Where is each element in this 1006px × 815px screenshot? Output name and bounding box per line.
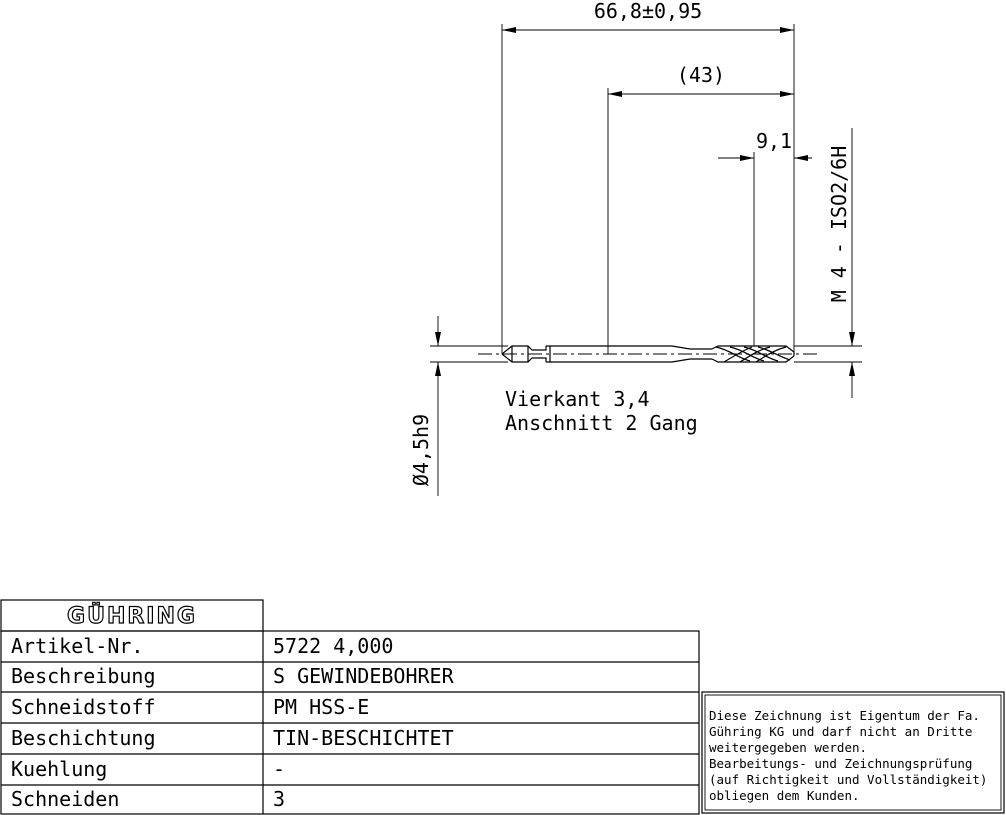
row-value-schneiden: 3 <box>273 787 286 811</box>
row-value-beschichtung: TIN-BESCHICHTET <box>273 726 454 750</box>
row-label-schneiden: Schneiden <box>11 787 120 811</box>
row-label-artikel: Artikel-Nr. <box>11 634 144 658</box>
shank-length-dimension <box>608 63 794 354</box>
shank-length-label: (43) <box>676 63 726 87</box>
row-label-kuehlung: Kuehlung <box>11 757 108 781</box>
guehring-logo: GÜHRING <box>67 604 197 629</box>
thread-spec-dimension <box>794 128 862 398</box>
shank-diameter-dimension <box>409 316 508 496</box>
row-label-beschreibung: Beschreibung <box>11 664 156 688</box>
overall-length-dimension <box>502 0 794 354</box>
thread-spec-label: M 4 - ISO2/6H <box>827 145 851 303</box>
row-label-schneidstoff: Schneidstoff <box>11 695 156 719</box>
legal-line-6: obliegen dem Kunden. <box>709 788 860 803</box>
tap-outline <box>478 346 820 362</box>
legal-line-3: weitergegeben werden. <box>709 740 868 755</box>
note-chamfer: Anschnitt 2 Gang <box>505 411 698 435</box>
note-square: Vierkant 3,4 <box>505 387 650 411</box>
row-value-kuehlung: - <box>273 757 286 781</box>
thread-length-label: 9,1 <box>755 129 793 153</box>
row-value-artikel: 5722 4,000 <box>273 634 394 658</box>
title-block <box>1 600 699 814</box>
row-value-schneidstoff: PM HSS-E <box>273 695 370 719</box>
legal-notice-box <box>702 692 1004 813</box>
legal-line-4: Bearbeitungs- und Zeichnungsprüfung <box>709 756 973 771</box>
shank-diameter-label: Ø4,5h9 <box>409 413 433 487</box>
overall-length-label: 66,8±0,95 <box>593 0 703 23</box>
legal-line-5: (auf Richtigkeit und Vollständigkeit) <box>709 772 988 787</box>
row-label-beschichtung: Beschichtung <box>11 726 156 750</box>
legal-line-2: Gühring KG und darf nicht an Dritte <box>709 724 973 739</box>
legal-line-1: Diese Zeichnung ist Eigentum der Fa. <box>709 708 980 723</box>
row-value-beschreibung: S GEWINDEBOHRER <box>273 664 454 688</box>
thread-length-dimension <box>718 129 812 346</box>
